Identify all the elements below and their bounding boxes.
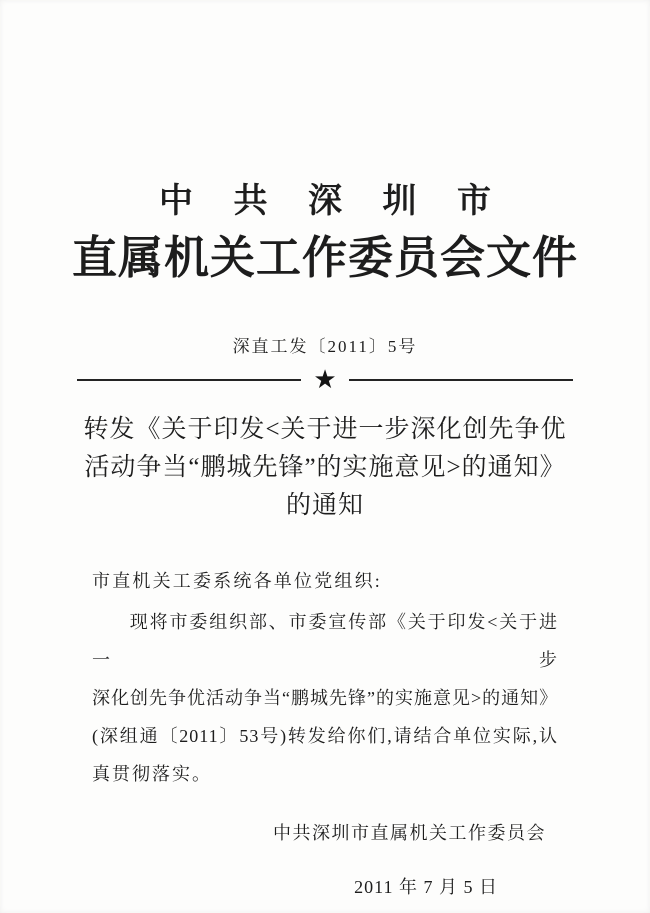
org-name-line2: 直属机关工作委员会文件 [71, 233, 578, 284]
body-paragraph [92, 603, 558, 793]
divider-line-left [77, 379, 301, 381]
salutation: 市直机关工委系统各单位党组织: [92, 571, 382, 592]
document-number: 深直工发〔2011〕5号 [232, 337, 418, 357]
closing-block [0, 819, 650, 899]
signature-date: 2011 年 7 月 5 日 [354, 877, 498, 898]
body-paragraph-line: 真贯彻落实。 [92, 764, 212, 785]
document-title [0, 411, 650, 525]
body-paragraph-line: 现将市委组织部、市委宣传部《关于印发<关于进一步 [92, 612, 558, 671]
signature-org: 中共深圳市直属机关工作委员会 [273, 823, 546, 844]
star-divider [77, 367, 573, 393]
star-icon: ★ [313, 365, 337, 395]
body-paragraph-line: 深化创先争优活动争当“鹏城先锋”的实施意见>的通知》 [92, 688, 559, 709]
document-title-line: 活动争当“鹏城先锋”的实施意见>的通知》 [84, 454, 566, 482]
document-title-line: 的通知 [285, 492, 364, 520]
divider-line-right [349, 379, 573, 381]
org-name-line1: 中 共 深 圳 市 [159, 183, 507, 220]
body-paragraph-line: (深组通〔2011〕53号)转发给你们,请结合单位实际,认 [92, 726, 558, 747]
document-title-line: 转发《关于印发<关于进一步深化创先争优 [83, 416, 567, 444]
